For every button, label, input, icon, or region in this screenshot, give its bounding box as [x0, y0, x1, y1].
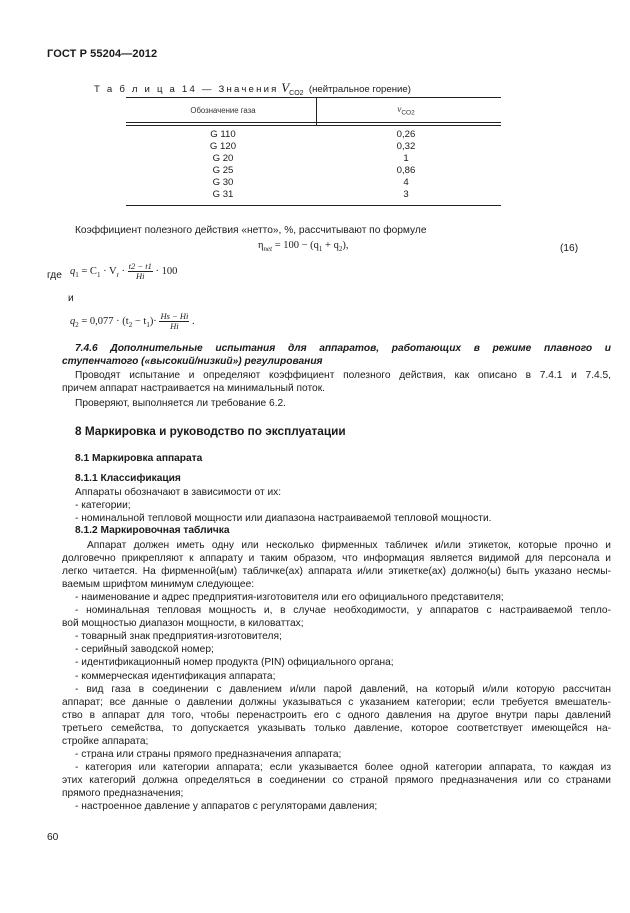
table-caption-suffix: (нейтральное горение) — [308, 84, 411, 95]
col-value-subscript: CO2 — [401, 109, 415, 117]
table-header-rule-2 — [126, 125, 501, 126]
section-812-line: - коммерческая идентификация аппарата; — [75, 670, 276, 682]
section-812-line: - настроенное давление у аппаратов с регуляторами давления; — [75, 801, 378, 812]
table-col-value-header — [356, 104, 456, 117]
section-812-line: - серийный заводской номер; — [75, 644, 214, 656]
section-811-item: - номинальной тепловой мощности или диапазона настраиваемой тепловой мощности. — [75, 513, 492, 524]
section-812-line: третьего семейства, то допускается указывать только давление, которое соответствует имеющейся на- — [62, 722, 611, 734]
table-cell-value: 4 — [403, 177, 409, 188]
section-746-heading-line1: 7.4.6 Дополнительные испытания для аппаратов, работающих в режиме плавного и — [75, 343, 611, 354]
q1-v-subscript: r — [116, 271, 119, 279]
q1-numerator: t2 − t1 — [128, 261, 152, 271]
section-746-check: Проверяют, выполняется ли требование 6.2. — [75, 398, 287, 409]
q1-formula — [70, 262, 177, 281]
q2-mid: = 0,077 · (t — [78, 315, 129, 327]
section-812-line: ство в аппарат для того, чтобы перенастроить его с одного давления на другое внутри пары давлений — [62, 709, 611, 721]
q2-t1-subscript: 1 — [146, 321, 150, 329]
section-812-line: - страна или страны прямого предназначения аппарата; — [75, 748, 342, 760]
table-cell-value: 0,86 — [396, 165, 416, 176]
q2-tail: . — [192, 315, 195, 327]
section-812-line: долговечно прикрепляют к аппарату и таким образом, что информация является видимой для персонала и — [62, 553, 611, 565]
section-811-item: - категории; — [75, 500, 131, 511]
q1-tail: · 100 — [155, 265, 178, 277]
q1-fraction — [128, 262, 153, 281]
table-header-divider — [316, 97, 317, 125]
section-812-line: прямого предназначения; — [62, 787, 184, 799]
and-label: и — [68, 293, 74, 304]
section-746-heading-line2: ступенчатого («высокий/низкий») регулирования — [62, 356, 323, 367]
table-cell-value: 3 — [403, 189, 409, 200]
table-caption-subscript: CO2 — [289, 89, 304, 97]
q2-denominator: Hi — [170, 321, 179, 331]
efficiency-intro: Коэффициент полезного действия «нетто», %, рассчитывают по формуле — [75, 225, 427, 236]
q1-c-subscript: 1 — [96, 271, 101, 279]
section-812-line: Аппарат должен иметь одну или несколько фирменных табличек и/или этикеток, которые прочно и — [87, 540, 611, 551]
q2-subscript: 2 — [75, 321, 79, 329]
section-812-line: этих категорий должна определяться в соединении со страной прямого предназначения или со странами — [62, 774, 611, 786]
eta-subscript: net — [263, 245, 273, 254]
section-812-line: - идентификационный номер продукта (PIN) официального органа; — [75, 657, 394, 669]
q2-minus: − t — [132, 315, 147, 327]
q1-dot: · — [118, 265, 126, 277]
q2-formula — [70, 312, 195, 331]
section-746-paragraph-line1: Проводят испытание и определяют коэффициент полезного действия, как описано в 7.4.1 и 7.4.5, — [75, 370, 611, 381]
q2-close: )· — [149, 315, 157, 327]
table-header-rule-1 — [126, 122, 501, 123]
formula-sub: 2 — [338, 245, 343, 254]
q2-symbol: q — [70, 315, 76, 327]
q1-subscript: 1 — [75, 271, 79, 279]
section-812-line: стройке аппарата; — [62, 735, 149, 747]
table-caption — [94, 80, 411, 97]
section-81-title: 8.1 Маркировка аппарата — [75, 453, 203, 464]
page-number: 60 — [47, 832, 59, 843]
section-811-text: Аппараты обозначают в зависимости от их: — [75, 487, 282, 498]
section-811-title: 8.1.1 Классификация — [75, 473, 181, 484]
table-bottom-rule — [126, 205, 501, 206]
document-header: ГОСТ Р 55204—2012 — [47, 48, 158, 60]
q1-mid: = C — [78, 265, 97, 277]
section-812-line: - категория или категории аппарата; если указывается более одной категории аппарата, то каждая из — [75, 761, 611, 773]
section-812-line: легко читается. На фирменной(ым) табличке(ах) аппарата и/или этикетке(ах) должно(ы) быть указано несмы- — [62, 566, 611, 578]
section-812-line: ваемым шрифтом минимум следующее: — [62, 579, 255, 591]
table-cell-gas: G 120 — [209, 141, 237, 152]
q1-denominator: Hi — [136, 271, 145, 281]
section-812-line: - наименование и адрес предприятия-изготовителя или его официального представителя; — [75, 592, 504, 604]
q2-fraction — [159, 312, 189, 331]
formula-rhs: = 100 − (q — [272, 240, 319, 251]
table-caption-prefix: Т а б л и ц а 14 — Значения — [94, 84, 279, 95]
section-746-paragraph-line2: причем аппарат настраивается на минимальный поток. — [62, 383, 325, 394]
table-cell-gas: G 30 — [212, 177, 234, 188]
table-col-gas-header: Обозначение газа — [190, 106, 256, 115]
table-cell-gas: G 31 — [212, 189, 234, 200]
equation-number: (16) — [560, 243, 579, 254]
table-cell-gas: G 25 — [212, 165, 234, 176]
table-cell-value: 1 — [403, 153, 409, 164]
section-812-title: 8.1.2 Маркировочная табличка — [75, 525, 230, 536]
table-top-rule — [126, 97, 501, 98]
section-812-line: вой мощностью диапазон мощности, в киловаттах; — [62, 618, 304, 630]
section-812-line: - вид газа в соединении с давлением и/или парой давлений, на который и/или которую рассчитан — [75, 683, 611, 695]
formula-plus: + q — [322, 240, 339, 251]
table-cell-value: 0,32 — [396, 141, 416, 152]
q1-v: · V — [100, 265, 117, 277]
q2-numerator: Hs − Hi — [160, 311, 189, 321]
eta-symbol: η — [258, 240, 264, 251]
col-value-symbol: v — [397, 104, 402, 114]
efficiency-formula — [258, 240, 348, 253]
q2-t2-subscript: 2 — [128, 321, 133, 329]
section-812-line: - номинальная тепловая мощность и, в случае необходимости, у аппаратов с настраиваемой тепло- — [75, 605, 611, 617]
table-cell-gas: G 20 — [212, 153, 234, 164]
table-cell-value: 0,26 — [396, 129, 416, 140]
section-812-line: - товарный знак предприятия-изготовителя; — [75, 631, 282, 643]
section-812-line: аппарат; все данные о давлении должны указываться с указанием категории; если требуется вмешатель- — [62, 696, 611, 708]
table-cell-gas: G 110 — [210, 129, 236, 140]
section-8-title: 8 Маркировка и руководство по эксплуатации — [75, 424, 346, 438]
where-label: где — [47, 270, 62, 281]
q1-symbol: q — [70, 265, 76, 277]
formula-sub: 1 — [318, 245, 323, 254]
table-caption-symbol: V — [281, 80, 290, 95]
formula-tail: ), — [342, 240, 349, 251]
